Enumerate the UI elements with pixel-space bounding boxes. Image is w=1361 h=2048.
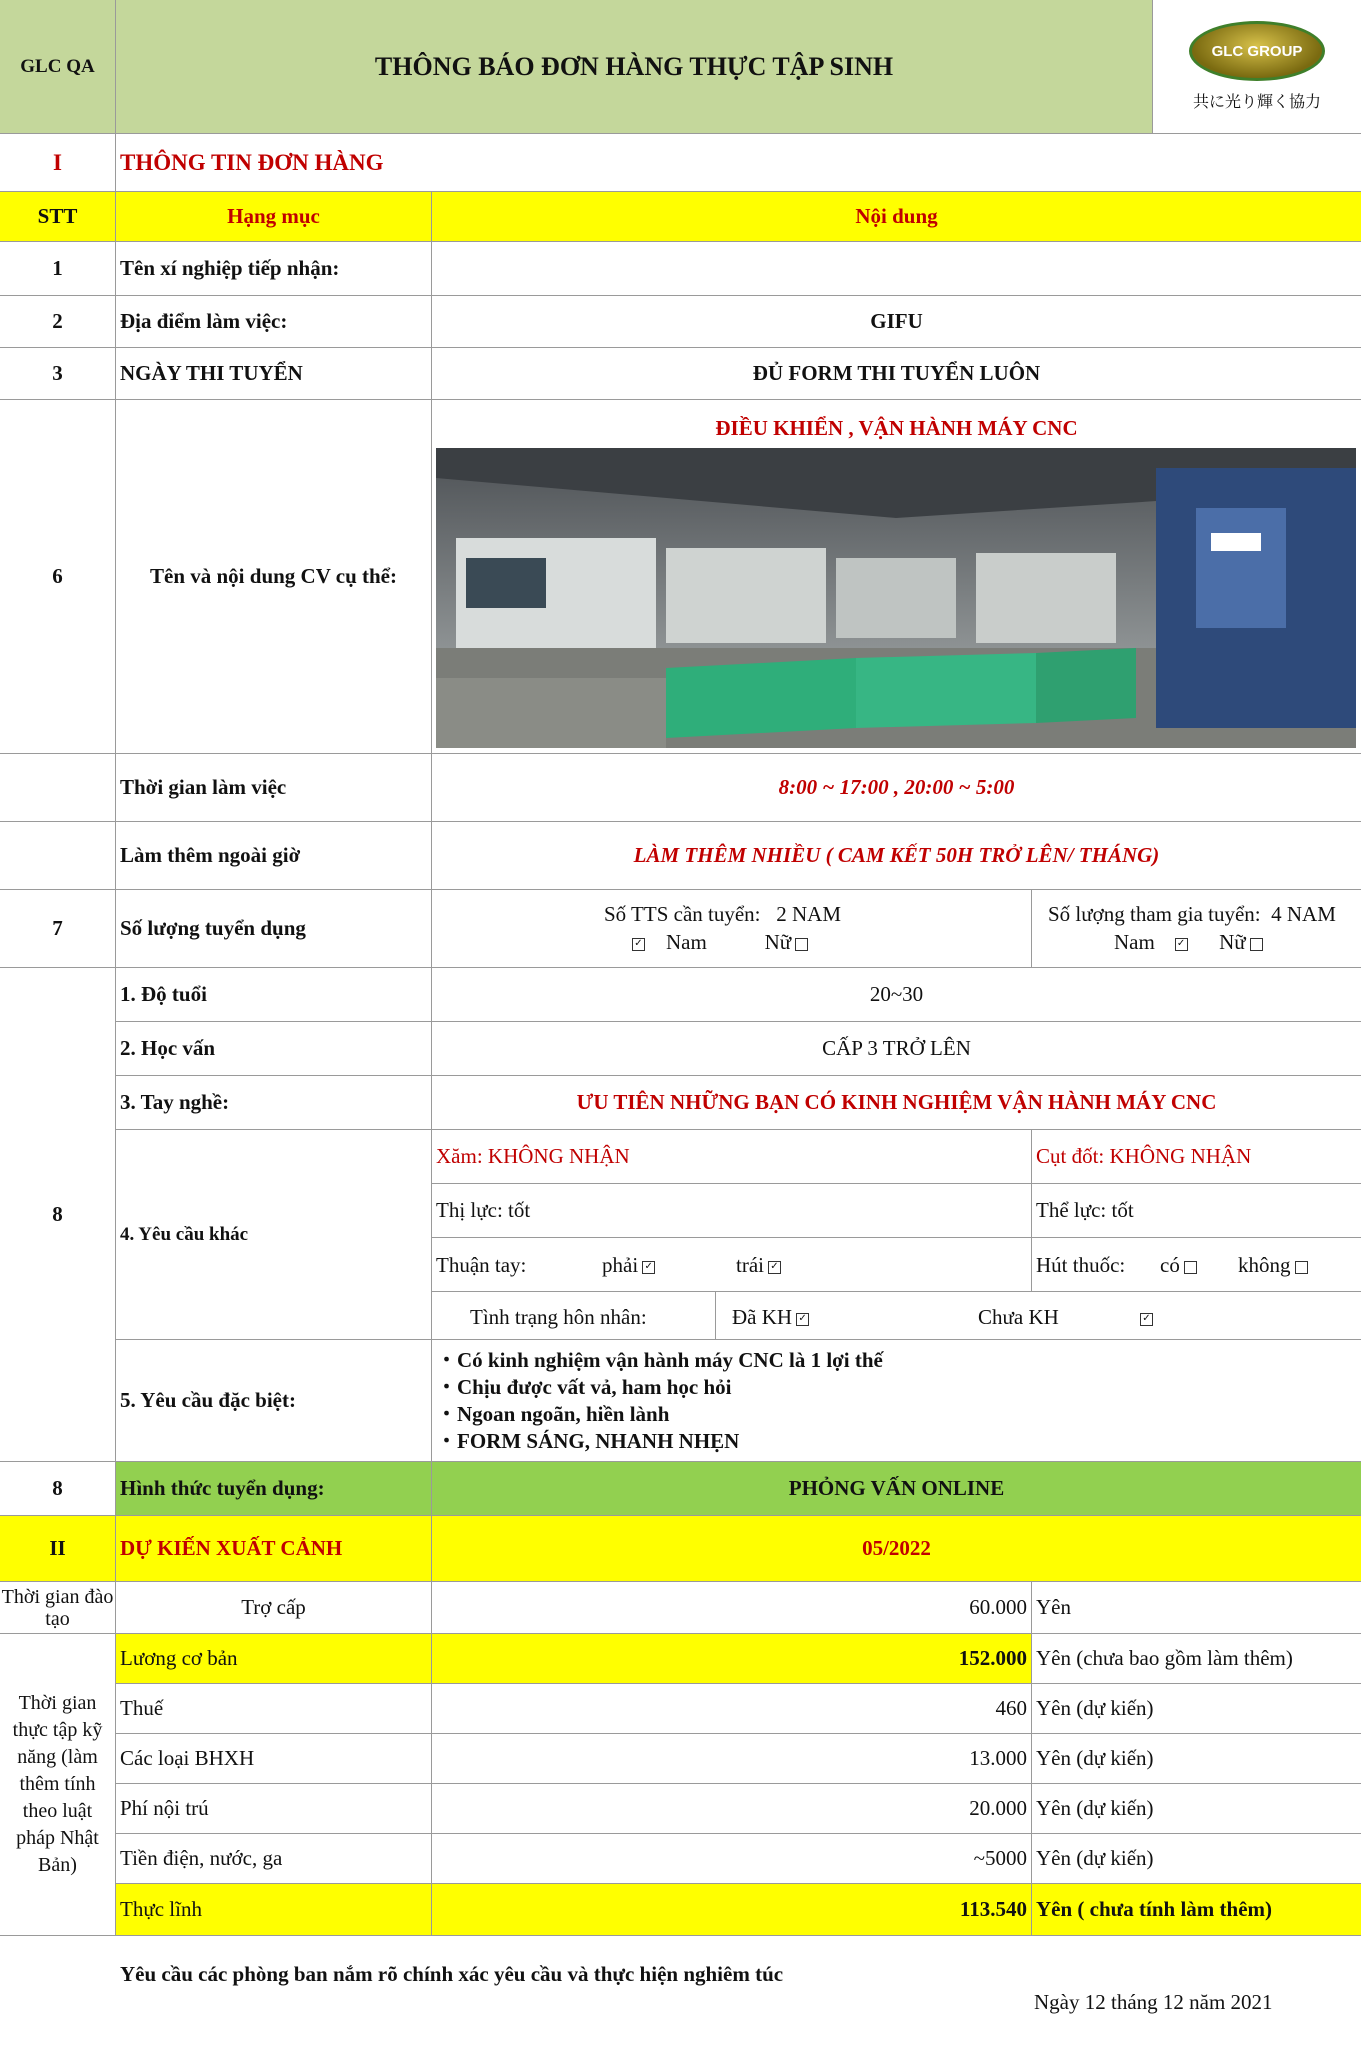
row-location-num: 2	[0, 296, 116, 348]
utilities-unit: Yên (dự kiến)	[1032, 1834, 1361, 1884]
smoke-no-checkbox[interactable]	[1295, 1261, 1308, 1274]
req-smoke	[1032, 1238, 1361, 1292]
req-age-label: 1. Độ tuổi	[116, 968, 432, 1022]
req-finger: Cụt đốt: KHÔNG NHẬN	[1032, 1130, 1361, 1184]
req-marital-label-cell	[432, 1292, 716, 1340]
internship-label: Thời gian thực tập kỹ năng (làm thêm tính theo luật pháp Nhật Bản)	[0, 1634, 116, 1936]
row-location-value: GIFU	[432, 296, 1361, 348]
req-hand	[432, 1238, 1032, 1292]
training-label: Thời gian đào tạo	[0, 1582, 116, 1634]
row-company-num: 1	[0, 242, 116, 296]
need-label: Số TTS cần tuyển:	[604, 902, 761, 926]
smoke-yes-checkbox[interactable]	[1184, 1261, 1197, 1274]
footer-note: Yêu cầu các phòng ban nắm rõ chính xác yêu cầu và thực hiện nghiêm túc	[120, 1962, 784, 1986]
special-item: ・Chịu được vất vả, ham học hỏi	[436, 1374, 732, 1399]
logo-tagline: 共に光り輝く協力	[1192, 92, 1321, 111]
row-exam-num: 3	[0, 348, 116, 400]
hand-label: Thuận tay:	[436, 1253, 527, 1277]
row-hours-value: 8:00 ~ 17:00 , 20:00 ~ 5:00	[432, 754, 1361, 822]
row-quantity-label: Số lượng tuyển dụng	[116, 890, 432, 968]
utilities-label: Tiền điện, nước, ga	[116, 1834, 432, 1884]
req-vision: Thị lực: tốt	[432, 1184, 1032, 1238]
male-label: Nam	[666, 930, 707, 954]
company-logo	[1153, 0, 1361, 134]
special-item: ・Có kinh nghiệm vận hành máy CNC là 1 lợi thế	[436, 1347, 883, 1372]
married-checkbox[interactable]: ✓	[796, 1313, 809, 1326]
net-amount: 113.540	[432, 1884, 1032, 1936]
row-company-label: Tên xí nghiệp tiếp nhận:	[116, 242, 432, 296]
req-num: 8	[0, 968, 116, 1462]
job-title: ĐIỀU KHIỂN , VẬN HÀNH MÁY CNC	[715, 416, 1078, 440]
row-job-label: Tên và nội dung CV cụ thể:	[116, 400, 432, 754]
row-job-content	[432, 400, 1361, 754]
req-edu-value: CẤP 3 TRỞ LÊN	[432, 1022, 1361, 1076]
allowance-label: Trợ cấp	[116, 1582, 432, 1634]
factory-photo	[436, 448, 1356, 748]
req-marital-options	[716, 1292, 1361, 1340]
utilities-amount: ~5000	[432, 1834, 1032, 1884]
logo-icon	[1189, 21, 1325, 81]
married-label: Đã KH	[732, 1305, 793, 1329]
smoke-label: Hút thuốc:	[1036, 1253, 1126, 1277]
header-code: GLC QA	[0, 0, 116, 134]
tax-unit: Yên (dự kiến)	[1032, 1684, 1361, 1734]
allowance-amount: 60.000	[432, 1582, 1032, 1634]
join-value: 4 NAM	[1271, 902, 1336, 926]
join-female-label: Nữ	[1219, 930, 1246, 954]
net-unit: Yên ( chưa tính làm thêm)	[1032, 1884, 1361, 1936]
dorm-amount: 20.000	[432, 1784, 1032, 1834]
req-edu-label: 2. Học vấn	[116, 1022, 432, 1076]
section1-num: I	[0, 134, 116, 192]
row-exam-label: NGÀY THI TUYỂN	[116, 348, 432, 400]
dorm-label: Phí nội trú	[116, 1784, 432, 1834]
hand-right-label: phải	[602, 1253, 639, 1277]
join-female-checkbox[interactable]	[1250, 938, 1263, 951]
hand-right-checkbox[interactable]: ✓	[642, 1261, 655, 1274]
row-overtime-label: Làm thêm ngoài giờ	[116, 822, 432, 890]
recruit-value: PHỎNG VẤN ONLINE	[432, 1462, 1361, 1516]
tax-label: Thuế	[116, 1684, 432, 1734]
join-male-label: Nam	[1114, 930, 1155, 954]
col-item: Hạng mục	[116, 192, 432, 242]
join-male-checkbox[interactable]: ✓	[1175, 938, 1188, 951]
allowance-unit: Yên	[1032, 1582, 1361, 1634]
salary-amount: 152.000	[432, 1634, 1032, 1684]
male-checkbox[interactable]: ✓	[632, 938, 645, 951]
row-overtime-value: LÀM THÊM NHIỀU ( CAM KẾT 50H TRỞ LÊN/ THÁNG)	[432, 822, 1361, 890]
row-location-label: Địa điểm làm việc:	[116, 296, 432, 348]
req-skill-label: 3. Tay nghề:	[116, 1076, 432, 1130]
row-hours-num	[0, 754, 116, 822]
special-item: ・FORM SÁNG, NHANH NHẸN	[436, 1428, 740, 1453]
insurance-label: Các loại BHXH	[116, 1734, 432, 1784]
req-special-list	[432, 1340, 1361, 1462]
factory-image	[436, 448, 1356, 748]
row-quantity-num: 7	[0, 890, 116, 968]
smoke-no-label: không	[1238, 1253, 1291, 1277]
req-fitness: Thể lực: tốt	[1032, 1184, 1361, 1238]
female-checkbox[interactable]	[795, 938, 808, 951]
section2-num: II	[0, 1516, 116, 1582]
dorm-unit: Yên (dự kiến)	[1032, 1784, 1361, 1834]
req-tattoo: Xăm: KHÔNG NHẬN	[432, 1130, 1032, 1184]
col-stt: STT	[0, 192, 116, 242]
row-hours-label: Thời gian làm việc	[116, 754, 432, 822]
row-exam-value: ĐỦ FORM THI TUYỂN LUÔN	[432, 348, 1361, 400]
page-title: THÔNG BÁO ĐƠN HÀNG THỰC TẬP SINH	[116, 0, 1153, 134]
special-item: ・Ngoan ngoãn, hiền lành	[436, 1401, 670, 1426]
female-label: Nữ	[764, 930, 792, 954]
net-label: Thực lĩnh	[116, 1884, 432, 1936]
need-value: 2 NAM	[776, 902, 842, 926]
quantity-join	[1032, 890, 1361, 968]
section2-value: 05/2022	[432, 1516, 1361, 1582]
single-label: Chưa KH	[978, 1305, 1059, 1329]
recruit-num: 8	[0, 1462, 116, 1516]
insurance-unit: Yên (dự kiến)	[1032, 1734, 1361, 1784]
insurance-amount: 13.000	[432, 1734, 1032, 1784]
recruit-label: Hình thức tuyển dụng:	[116, 1462, 432, 1516]
quantity-need	[432, 890, 1032, 968]
marital-label: Tình trạng hôn nhân:	[470, 1305, 647, 1329]
section2-title: DỰ KIẾN XUẤT CẢNH	[116, 1516, 432, 1582]
hand-left-checkbox[interactable]: ✓	[768, 1261, 781, 1274]
col-content: Nội dung	[432, 192, 1361, 242]
smoke-yes-label: có	[1160, 1253, 1180, 1277]
salary-unit: Yên (chưa bao gồm làm thêm)	[1032, 1634, 1361, 1684]
salary-label: Lương cơ bản	[116, 1634, 432, 1684]
join-label: Số lượng tham gia tuyển:	[1048, 902, 1261, 926]
req-skill-value: ƯU TIÊN NHỮNG BẠN CÓ KINH NGHIỆM VẬN HÀNH MÁY CNC	[432, 1076, 1361, 1130]
section1-title: THÔNG TIN ĐƠN HÀNG	[116, 134, 1361, 192]
logo-text: GLC GROUP	[1211, 42, 1303, 60]
tax-amount: 460	[432, 1684, 1032, 1734]
hand-left-label: trái	[736, 1253, 764, 1277]
row-company-value	[432, 242, 1361, 296]
req-special-label: 5. Yêu cầu đặc biệt:	[116, 1340, 432, 1462]
row-overtime-num	[0, 822, 116, 890]
single-checkbox[interactable]: ✓	[1140, 1313, 1153, 1326]
footer-date: Ngày 12 tháng 12 năm 2021	[1034, 1990, 1273, 2014]
req-age-value: 20~30	[432, 968, 1361, 1022]
req-other-label: 4. Yêu cầu khác	[116, 1130, 432, 1340]
row-job-num: 6	[0, 400, 116, 754]
